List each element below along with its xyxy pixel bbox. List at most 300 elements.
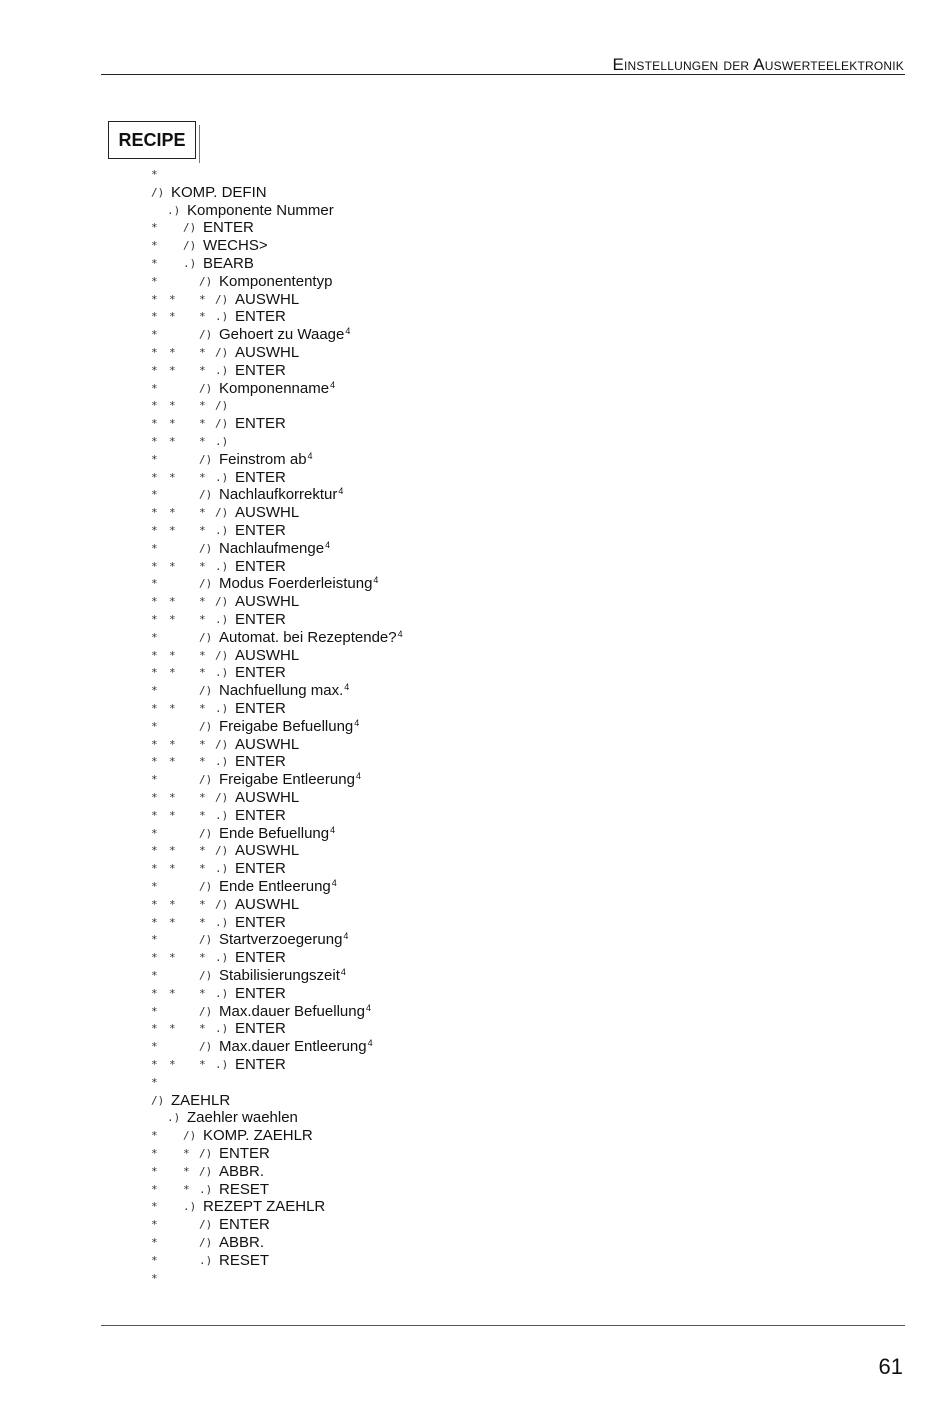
- branch-marker: /): [183, 1129, 197, 1143]
- tree-guide: *: [199, 986, 206, 1000]
- tree-item-text: ENTER: [235, 753, 286, 771]
- last-branch-marker: .): [215, 755, 229, 769]
- last-branch-marker: .): [199, 1253, 213, 1267]
- running-header: Einstellungen der Auswerteelektronik: [612, 55, 904, 74]
- tree-item-text: ENTER: [235, 1020, 286, 1038]
- tree-item-label: [171, 1092, 230, 1110]
- branch-marker: /): [199, 933, 213, 947]
- footnote-ref: 4: [355, 771, 361, 782]
- tree-guide: *: [199, 363, 206, 377]
- tree-guide: *: [151, 577, 158, 591]
- last-branch-marker: .): [215, 915, 229, 929]
- tree-guide: *: [151, 1182, 158, 1196]
- section-label-box: [108, 121, 196, 159]
- tree-guide: *: [169, 559, 176, 573]
- branch-marker: /): [215, 399, 229, 413]
- last-branch-marker: .): [215, 559, 229, 573]
- tree-guide: *: [151, 1218, 158, 1232]
- footer-divider: [101, 1325, 905, 1326]
- branch-marker: /): [199, 452, 213, 466]
- tree-guide: *: [199, 862, 206, 876]
- footnote-ref: 4: [338, 486, 344, 497]
- branch-marker: /): [215, 417, 229, 431]
- tree-guide: *: [151, 595, 158, 609]
- tree-item-text: Komponententyp: [219, 272, 333, 290]
- tree-item-text: Komponente Nummer: [187, 201, 334, 219]
- tree-guide: *: [169, 1022, 176, 1036]
- tree-guide: *: [151, 933, 158, 947]
- branch-marker: /): [215, 292, 229, 306]
- tree-item-text: Stabilisierungszeit: [219, 967, 340, 984]
- tree-item-text: ENTER: [219, 1145, 270, 1162]
- tree-item-text: RESET: [219, 1251, 270, 1269]
- tree-item-text: Startverzoegerung: [219, 931, 343, 949]
- tree-item-label: [219, 1181, 269, 1199]
- tree-guide: *: [199, 417, 206, 431]
- tree-item-label: [187, 202, 334, 220]
- tree-item-text: Nachlaufkorrektur: [219, 486, 338, 504]
- tree-item-label: [235, 789, 299, 807]
- last-branch-marker: .): [215, 435, 229, 448]
- tree-item-label: [219, 1252, 269, 1270]
- branch-marker: /): [215, 737, 229, 751]
- tree-guide: *: [199, 1022, 206, 1036]
- branch-marker: /): [215, 844, 229, 858]
- tree-guide: *: [151, 1040, 158, 1054]
- tree-guide: *: [151, 862, 158, 876]
- tree-item-text: ENTER: [235, 806, 286, 824]
- branch-marker: /): [151, 1093, 165, 1107]
- tree-guide: *: [199, 702, 206, 715]
- tree-item-text: ENTER: [203, 219, 254, 237]
- tree-item-text: ENTER: [235, 949, 286, 967]
- tree-item-text: ENTER: [235, 913, 286, 931]
- tree-guide: *: [169, 399, 176, 413]
- tree-guide: *: [151, 381, 158, 395]
- last-branch-marker: .): [215, 310, 229, 324]
- tree-guide: *: [151, 737, 158, 751]
- tree-guide: *: [169, 862, 176, 876]
- tree-item-label: [219, 380, 335, 398]
- tree-item-text: Ende Entleerung: [219, 878, 331, 895]
- footnote-ref: 4: [367, 1038, 373, 1049]
- tree-item-text: AUSWHL: [235, 290, 300, 308]
- tree-guide: *: [151, 880, 158, 893]
- tree-guide: *: [151, 274, 158, 288]
- tree-guide: *: [151, 417, 158, 431]
- tree-item-text: Nachlaufmenge: [219, 539, 325, 557]
- tree-guide: *: [151, 1022, 158, 1036]
- tree-guide: *: [151, 559, 158, 573]
- footnote-ref: 4: [365, 1002, 371, 1013]
- footnote-ref: 4: [330, 824, 336, 835]
- tree-guide: *: [151, 915, 158, 929]
- tree-guide: *: [151, 613, 158, 626]
- tree-item-label: [219, 718, 359, 736]
- tree-item-label: [219, 486, 343, 504]
- tree-item-text: ZAEHLR: [171, 1091, 231, 1109]
- tree-guide: *: [151, 239, 158, 253]
- branch-marker: /): [199, 1236, 213, 1249]
- tree-item-text: RESET: [219, 1180, 270, 1198]
- tree-guide: *: [151, 702, 158, 715]
- tree-item-text: Nachfuellung max.: [219, 682, 344, 700]
- tree-guide: *: [151, 951, 158, 965]
- tree-guide: *: [151, 1253, 158, 1267]
- tree-item-label: [219, 326, 350, 344]
- tree-guide: *: [169, 808, 176, 822]
- tree-guide: *: [151, 541, 158, 555]
- tree-item-label: [187, 1109, 298, 1127]
- tree-guide: *: [199, 310, 206, 324]
- branch-marker: /): [199, 773, 213, 787]
- tree-item-label: [235, 362, 286, 380]
- tree-guide: *: [151, 897, 158, 911]
- tree-guide: *: [169, 435, 176, 448]
- branch-marker: /): [199, 684, 213, 698]
- tree-guide: *: [151, 986, 158, 1000]
- last-branch-marker: .): [215, 986, 229, 1000]
- last-branch-marker: .): [183, 257, 197, 270]
- tree-item-text: BEARB: [203, 255, 254, 272]
- tree-guide: *: [151, 719, 158, 733]
- tree-item-text: AUSWHL: [235, 646, 300, 664]
- header-divider: [101, 74, 905, 75]
- tree-item-label: [235, 647, 299, 665]
- footnote-ref: 4: [345, 326, 351, 337]
- tree-item-label: [235, 896, 299, 914]
- tree-item-text: Feinstrom ab: [219, 450, 307, 468]
- tree-guide: *: [151, 363, 158, 377]
- tree-item-label: [219, 1038, 373, 1056]
- tree-item-label: [235, 1020, 286, 1038]
- tree-item-label: [235, 504, 299, 522]
- tree-item-text: ENTER: [235, 700, 286, 717]
- tree-guide: *: [169, 986, 176, 1000]
- tree-item-label: [235, 593, 299, 611]
- tree-guide: *: [199, 755, 206, 769]
- tree-item-text: AUSWHL: [235, 504, 300, 522]
- tree-item-label: [235, 985, 286, 1003]
- tree-guide: *: [151, 328, 158, 342]
- tree-item-label: [219, 878, 337, 896]
- tree-guide: *: [169, 951, 176, 965]
- tree-guide: *: [151, 1164, 158, 1178]
- tree-item-text: AUSWHL: [235, 735, 300, 753]
- branch-marker: /): [215, 595, 229, 609]
- last-branch-marker: .): [167, 1111, 181, 1125]
- tree-guide: *: [169, 702, 176, 715]
- branch-marker: /): [199, 1218, 213, 1232]
- tree-guide: *: [169, 595, 176, 609]
- tree-item-text: Freigabe Entleerung: [219, 771, 355, 789]
- tree-guide: *: [169, 292, 176, 306]
- tree-guide: *: [169, 417, 176, 431]
- tree-item-text: ENTER: [235, 1056, 286, 1073]
- tree-item-label: [219, 629, 403, 647]
- tree-item-label: [219, 1216, 270, 1234]
- tree-item-label: [235, 914, 286, 932]
- tree-guide: *: [199, 470, 206, 484]
- tree-item-label: [235, 664, 286, 682]
- tree-guide: *: [183, 1147, 190, 1160]
- branch-marker: /): [183, 239, 197, 253]
- tree-guide: *: [151, 506, 158, 520]
- tree-item-label: [203, 219, 254, 237]
- branch-marker: /): [215, 791, 229, 804]
- tree-item-label: [219, 967, 346, 985]
- tree-guide: *: [151, 791, 158, 804]
- tree-item-label: [219, 1003, 371, 1021]
- tree-item-text: REZEPT ZAEHLR: [203, 1198, 326, 1216]
- last-branch-marker: .): [215, 951, 229, 965]
- tree-item-label: [203, 237, 268, 255]
- branch-marker: /): [199, 826, 213, 840]
- tree-guide: *: [151, 524, 158, 537]
- tree-item-text: ENTER: [235, 984, 286, 1002]
- last-branch-marker: .): [199, 1182, 213, 1196]
- tree-guide: *: [151, 684, 158, 698]
- tree-guide: *: [151, 1271, 158, 1285]
- tree-guide: *: [169, 844, 176, 858]
- tree-item-label: [235, 860, 286, 878]
- tree-item-text: AUSWHL: [235, 593, 300, 611]
- branch-marker: /): [199, 274, 213, 288]
- tree-item-label: [235, 1056, 286, 1074]
- tree-guide: *: [169, 897, 176, 911]
- tree-guide: *: [199, 791, 206, 804]
- tree-item-label: [203, 255, 254, 273]
- section-label: RECIPE: [118, 129, 186, 150]
- tree-item-text: Komponenname: [219, 379, 330, 397]
- tree-item-label: [219, 771, 361, 789]
- tree-guide: *: [169, 915, 176, 929]
- footnote-ref: 4: [330, 379, 336, 390]
- tree-guide: *: [169, 310, 176, 324]
- tree-guide: *: [151, 452, 158, 466]
- tree-item-text: ENTER: [235, 415, 286, 433]
- tree-guide: *: [151, 310, 158, 324]
- tree-guide: *: [199, 648, 206, 662]
- tree-guide: *: [151, 257, 158, 270]
- tree-item-label: [219, 1163, 264, 1181]
- tree-item-label: [219, 575, 378, 593]
- tree-item-label: [235, 842, 299, 860]
- tree-item-text: Freigabe Befuellung: [219, 717, 354, 735]
- tree-guide: *: [199, 595, 206, 609]
- tree-item-text: KOMP. DEFIN: [171, 183, 267, 201]
- tree-item-label: [219, 540, 330, 558]
- tree-guide: *: [199, 559, 206, 573]
- tree-guide: *: [169, 755, 176, 769]
- tree-guide: *: [151, 346, 158, 359]
- tree-item-text: KOMP. ZAEHLR: [203, 1127, 313, 1145]
- branch-marker: /): [215, 346, 229, 359]
- tree-guide: *: [151, 755, 158, 769]
- tree-item-text: ENTER: [235, 557, 286, 575]
- tree-guide: *: [151, 168, 158, 181]
- footnote-ref: 4: [344, 682, 350, 693]
- tree-guide: *: [199, 506, 206, 520]
- tree-guide: *: [169, 613, 176, 626]
- tree-guide: *: [151, 648, 158, 662]
- branch-marker: /): [215, 506, 229, 520]
- branch-marker: /): [215, 897, 229, 911]
- tree-guide: *: [183, 1182, 190, 1196]
- branch-marker: /): [199, 1147, 213, 1160]
- footnote-ref: 4: [373, 575, 379, 586]
- tree-guide: *: [151, 969, 158, 982]
- last-branch-marker: .): [215, 702, 229, 715]
- tree-guide: *: [199, 737, 206, 751]
- tree-guide: *: [199, 666, 206, 680]
- tree-item-text: ENTER: [235, 308, 286, 326]
- tree-item-text: Max.dauer Entleerung: [219, 1038, 367, 1056]
- footnote-ref: 4: [325, 539, 331, 550]
- tree-guide: *: [169, 737, 176, 751]
- last-branch-marker: .): [215, 1022, 229, 1036]
- tree-guide: *: [151, 470, 158, 484]
- tree-item-text: ABBR.: [219, 1162, 265, 1180]
- tree-item-text: ENTER: [235, 522, 286, 539]
- tree-guide: *: [169, 791, 176, 804]
- tree-item-text: Zaehler waehlen: [187, 1109, 298, 1127]
- tree-guide: *: [151, 435, 158, 448]
- tree-guide: *: [151, 844, 158, 858]
- tree-guide: *: [199, 1058, 206, 1071]
- tree-guide: *: [151, 1058, 158, 1071]
- tree-guide: *: [199, 435, 206, 448]
- tree-item-text: ENTER: [235, 664, 286, 682]
- tree-item-label: [235, 291, 299, 309]
- last-branch-marker: .): [183, 1200, 197, 1214]
- branch-marker: /): [199, 488, 213, 502]
- tree-item-label: [235, 807, 286, 825]
- tree-item-label: [235, 522, 286, 540]
- tree-item-label: [235, 949, 286, 967]
- tree-guide: *: [169, 1058, 176, 1071]
- tree-item-label: [235, 308, 286, 326]
- page-number: 61: [878, 1354, 903, 1379]
- tree-item-label: [219, 273, 332, 291]
- branch-marker: /): [215, 648, 229, 662]
- tree-guide: *: [169, 648, 176, 662]
- tree-item-label: [235, 469, 286, 487]
- tree-guide: *: [199, 346, 206, 359]
- tree-guide: *: [151, 808, 158, 822]
- tree-item-label: [235, 736, 299, 754]
- tree-item-text: WECHS>: [203, 237, 268, 255]
- branch-marker: /): [151, 185, 165, 199]
- tree-guide: *: [199, 613, 206, 626]
- tree-item-label: [219, 825, 335, 843]
- tree-guide: *: [199, 292, 206, 306]
- tree-item-label: [235, 700, 286, 718]
- branch-marker: /): [199, 1040, 213, 1054]
- tree-item-text: AUSWHL: [235, 789, 300, 806]
- tree-item-label: [235, 558, 286, 576]
- tree-guide: *: [151, 399, 158, 413]
- tree-item-text: ENTER: [235, 611, 286, 628]
- footnote-ref: 4: [307, 450, 313, 461]
- tree-guide: *: [199, 524, 206, 537]
- last-branch-marker: .): [215, 363, 229, 377]
- last-branch-marker: .): [215, 808, 229, 822]
- tree-guide: *: [199, 844, 206, 858]
- tree-item-text: ENTER: [235, 468, 286, 486]
- branch-marker: /): [199, 969, 213, 982]
- tree-guide: *: [151, 292, 158, 306]
- branch-marker: /): [199, 1164, 213, 1178]
- tree-item-text: AUSWHL: [235, 842, 300, 860]
- tree-guide: *: [151, 1200, 158, 1214]
- tree-guide: *: [169, 346, 176, 359]
- tree-guide: *: [183, 1164, 190, 1178]
- tree-guide: *: [151, 1004, 158, 1018]
- last-branch-marker: .): [215, 524, 229, 537]
- footnote-ref: 4: [331, 878, 337, 888]
- tree-guide: *: [151, 1236, 158, 1249]
- tree-item-label: [235, 344, 299, 362]
- tree-item-label: [235, 611, 286, 629]
- tree-item-text: ENTER: [235, 860, 286, 878]
- branch-marker: /): [199, 880, 213, 893]
- tree-item-text: AUSWHL: [235, 895, 300, 913]
- tree-guide: *: [151, 221, 158, 235]
- tree-guide: *: [151, 666, 158, 680]
- tree-item-text: ABBR.: [219, 1234, 265, 1251]
- branch-marker: /): [199, 577, 213, 591]
- tree-guide: *: [199, 399, 206, 413]
- tree-item-text: Automat. bei Rezeptende?: [219, 628, 397, 646]
- tree-item-text: ENTER: [235, 361, 286, 379]
- last-branch-marker: .): [215, 666, 229, 680]
- tree-guide: *: [199, 808, 206, 822]
- tree-item-text: AUSWHL: [235, 344, 300, 361]
- tree-item-label: [219, 931, 348, 949]
- tree-item-text: Max.dauer Befuellung: [219, 1002, 365, 1020]
- tree-item-label: [235, 753, 286, 771]
- branch-marker: /): [199, 719, 213, 733]
- tree-guide: *: [169, 666, 176, 680]
- last-branch-marker: .): [215, 862, 229, 876]
- last-branch-marker: .): [167, 203, 181, 217]
- last-branch-marker: .): [215, 470, 229, 484]
- tree-guide: *: [169, 363, 176, 377]
- tree-guide: *: [199, 897, 206, 911]
- tree-guide: *: [151, 773, 158, 787]
- tree-guide: *: [151, 488, 158, 502]
- tree-item-label: [235, 415, 286, 433]
- tree-item-label: [219, 1145, 270, 1163]
- branch-marker: /): [199, 541, 213, 555]
- tree-guide: *: [151, 1147, 158, 1160]
- footnote-ref: 4: [354, 717, 360, 728]
- tree-item-label: [203, 1198, 325, 1216]
- branch-marker: /): [183, 221, 197, 235]
- tree-item-label: [203, 1127, 313, 1145]
- tree-guide: *: [199, 951, 206, 965]
- footnote-ref: 4: [343, 931, 349, 942]
- branch-marker: /): [199, 1004, 213, 1018]
- tree-item-label: [219, 451, 313, 469]
- tree-guide: *: [151, 826, 158, 840]
- branch-marker: /): [199, 630, 213, 644]
- tree-item-text: Modus Foerderleistung: [219, 575, 373, 593]
- tree-guide: *: [151, 1129, 158, 1143]
- tree-guide: *: [199, 915, 206, 929]
- tree-guide: *: [169, 506, 176, 520]
